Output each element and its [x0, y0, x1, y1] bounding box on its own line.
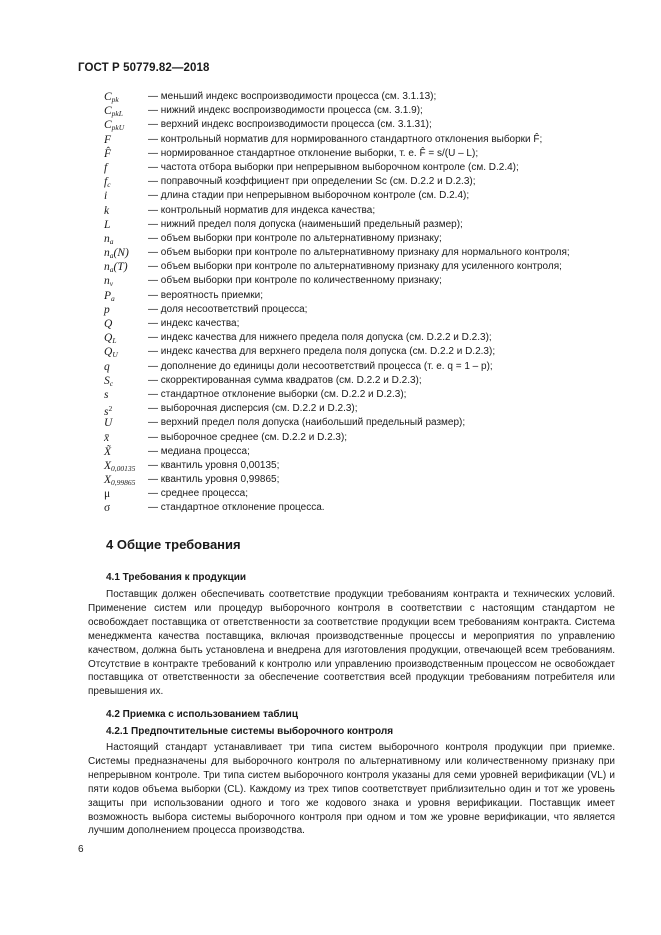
symbol-description: — доля несоответствий процесса;	[148, 303, 308, 315]
symbol-row	[104, 459, 624, 473]
standard-header: ГОСТ Р 50779.82—2018	[78, 62, 210, 74]
symbol-description: — индекс качества для верхнего предела поля допуска (см. D.2.2 и D.2.3);	[148, 346, 496, 358]
symbol-row	[104, 416, 624, 430]
symbol-row	[104, 147, 624, 161]
symbol-description: — объем выборки при контроле по количественному признаку;	[148, 275, 442, 287]
symbol-row	[104, 431, 624, 445]
symbol-row	[104, 473, 624, 487]
subsection-4-1-paragraph	[88, 588, 615, 699]
symbol-description: — стандартное отклонение процесса.	[148, 502, 325, 514]
symbol: i	[104, 190, 108, 203]
subsection-4-2-title: 4.2 Приемка с использованием таблиц	[106, 709, 298, 720]
symbol: X̃	[104, 445, 112, 458]
symbol: x̄	[104, 431, 110, 444]
symbol-description: — выборочное среднее (см. D.2.2 и D.2.3);	[148, 431, 348, 443]
symbol-row	[104, 317, 624, 331]
section-title: 4 Общие требования	[106, 537, 241, 552]
symbol-description: — скорректированная сумма квадратов (см. D.2.2 и D.2.3);	[148, 374, 422, 386]
symbol-description: — квантиль уровня 0,00135;	[148, 459, 280, 471]
symbol-description: — контрольный норматив для индекса качества;	[148, 204, 376, 216]
symbol: $f_c$	[104, 176, 111, 190]
symbol-description: — среднее процесса;	[148, 488, 248, 500]
symbol-description: — верхний предел поля допуска (наибольший предельный размер);	[148, 417, 466, 429]
symbol: μ	[104, 488, 111, 501]
symbol-description: — объем выборки при контроле по альтернативному признаку;	[148, 232, 442, 244]
symbol-description: — нормированное стандартное отклонение выборки, т. е. F̂ = s/(U – L);	[148, 147, 479, 159]
symbol: $S_c$	[104, 374, 114, 388]
symbol-description: — поправочный коэффициент при определении Sc (см. D.2.2 и D.2.3);	[148, 176, 476, 188]
symbol-description: — индекс качества;	[148, 318, 240, 329]
symbol-row	[104, 246, 624, 260]
symbol: $X_{0,99865}$	[104, 474, 136, 488]
symbol-row	[104, 360, 624, 374]
symbol-row	[104, 331, 624, 345]
symbol: s	[104, 388, 109, 401]
symbol: $X_{0,00135}$	[104, 459, 136, 473]
symbol: $n_a(N)$	[104, 247, 129, 261]
symbol: k	[104, 204, 110, 217]
symbol-description: — длина стадии при непрерывном выборочном контроле (см. D.2.4);	[148, 190, 470, 202]
symbol-row	[104, 90, 624, 104]
symbol-description: — частота отбора выборки при непрерывном выборочном контроле (см. D.2.4);	[148, 161, 519, 173]
symbol: σ	[104, 502, 111, 515]
symbol: $C_{pk}$	[104, 91, 119, 104]
symbol-row	[104, 218, 624, 232]
symbol-row	[104, 445, 624, 459]
symbol-description: — стандартное отклонение выборки (см. D.2.2 и D.2.3);	[148, 388, 407, 400]
symbol: f	[104, 161, 108, 174]
symbol: q	[104, 360, 110, 373]
symbol: L	[104, 218, 111, 231]
symbol-description: — индекс качества для нижнего предела поля допуска (см. D.2.2 и D.2.3);	[148, 332, 492, 344]
symbol-row	[104, 402, 624, 419]
subsection-4-1-text: Поставщик должен обеспечивать соответствие продукции требованиям контракта и технических условий. Применение систем или процедур выборочного контроля в соответствии с настоящим стандартом не освобождает поставщика от ответственности за соответствие продукции всем требованиям контракта. Система менеджмента качества поставщика, включая производственные процессы и мероприятия по управлению качеством, должна быть установлена и внедрена для изготовления продукции, отвечающей всем требованиям. Отсутствие в контракте требований к контролю или управлению производственным процессом не освобождает поставщика от ответственности за обеспечение соответствия всей продукции требованиям потребителя или превышения их.	[88, 589, 615, 698]
subsection-4-1-title: 4.1 Требования к продукции	[106, 572, 246, 583]
symbol-row	[104, 374, 624, 388]
symbol-description: — объем выборки при контроле по альтернативному признаку для усиленного контроля;	[148, 261, 562, 273]
symbol: $C_{pkL}$	[104, 105, 123, 119]
symbol: p	[104, 303, 110, 316]
symbols-list	[104, 90, 624, 516]
symbol-row	[104, 388, 624, 402]
subsection-4-2-1-text: Настоящий стандарт устанавливает три типа систем выборочного контроля продукции при приемке. Системы предназначены для выборочного контроля по альтернативному или количественному признаку при непрерывном контроле. Три типа систем выборочного контроля указаны для семи уровней верификации (VL) и пяти кодов объема выборки (CL). Каждому из трех типов соответствует приблизительно один и тот же уровень защиты при использовании одного и того же кодового знака и уровня верификации. Поставщик имеет возможность выбора системы выборочного контроля при одном и том же уровне верификации, что является лучшим дополнением процесса производства.	[88, 742, 615, 837]
symbol-row	[104, 487, 624, 501]
symbol-row	[104, 161, 624, 175]
symbol-description: — контрольный норматив для нормированного стандартного отклонения выборки F̂;	[148, 133, 543, 145]
symbol: $Q_U$	[104, 346, 118, 360]
symbol: F̂	[104, 147, 112, 160]
symbol-row	[104, 274, 624, 288]
symbol-description: — выборочная дисперсия (см. D.2.2 и D.2.3);	[148, 403, 358, 415]
symbol: $P_a$	[104, 289, 115, 303]
symbol-row	[104, 345, 624, 359]
symbol-description: — объем выборки при контроле по альтернативному признаку для нормального контроля;	[148, 247, 570, 259]
symbol-description: — меньший индекс воспроизводимости процесса (см. 3.1.13);	[148, 91, 437, 102]
symbol-row	[104, 501, 624, 515]
symbol-row	[104, 232, 624, 246]
symbol-description: — нижний индекс воспроизводимости процесса (см. 3.1.9);	[148, 105, 423, 117]
symbol-row	[104, 204, 624, 218]
symbol-row	[104, 133, 624, 147]
symbol-description: — медиана процесса;	[148, 445, 250, 457]
symbol: Q	[104, 318, 113, 330]
symbol-description: — дополнение до единицы доли несоответствий процесса (т. е. q = 1 – p);	[148, 360, 493, 372]
symbol: $C_{pkU}$	[104, 119, 125, 133]
symbol-row	[104, 289, 624, 303]
symbol: $n_v$	[104, 275, 114, 289]
symbol: F	[104, 133, 112, 146]
symbol: $Q_L$	[104, 332, 117, 346]
symbol: $n_a$	[104, 232, 114, 246]
symbol-row	[104, 189, 624, 203]
symbol-row	[104, 260, 624, 274]
symbol: $n_a(T)$	[104, 261, 128, 275]
symbol-row	[104, 175, 624, 189]
symbol-description: — вероятность приемки;	[148, 289, 264, 301]
symbol-row	[104, 118, 624, 132]
symbol-row	[104, 104, 624, 118]
symbol-description: — нижний предел поля допуска (наименьший предельный размер);	[148, 218, 463, 230]
symbol: U	[104, 417, 113, 430]
subsection-4-2-1-title: 4.2.1 Предпочтительные системы выборочного контроля	[106, 726, 394, 737]
subsection-4-2-1-paragraph	[88, 741, 615, 838]
symbol-description: — верхний индекс воспроизводимости процесса (см. 3.1.31);	[148, 119, 432, 131]
symbol-description: — квантиль уровня 0,99865;	[148, 474, 280, 486]
page-number: 6	[78, 844, 84, 855]
symbol-row	[104, 303, 624, 317]
symbol: $s^2$	[104, 404, 113, 419]
